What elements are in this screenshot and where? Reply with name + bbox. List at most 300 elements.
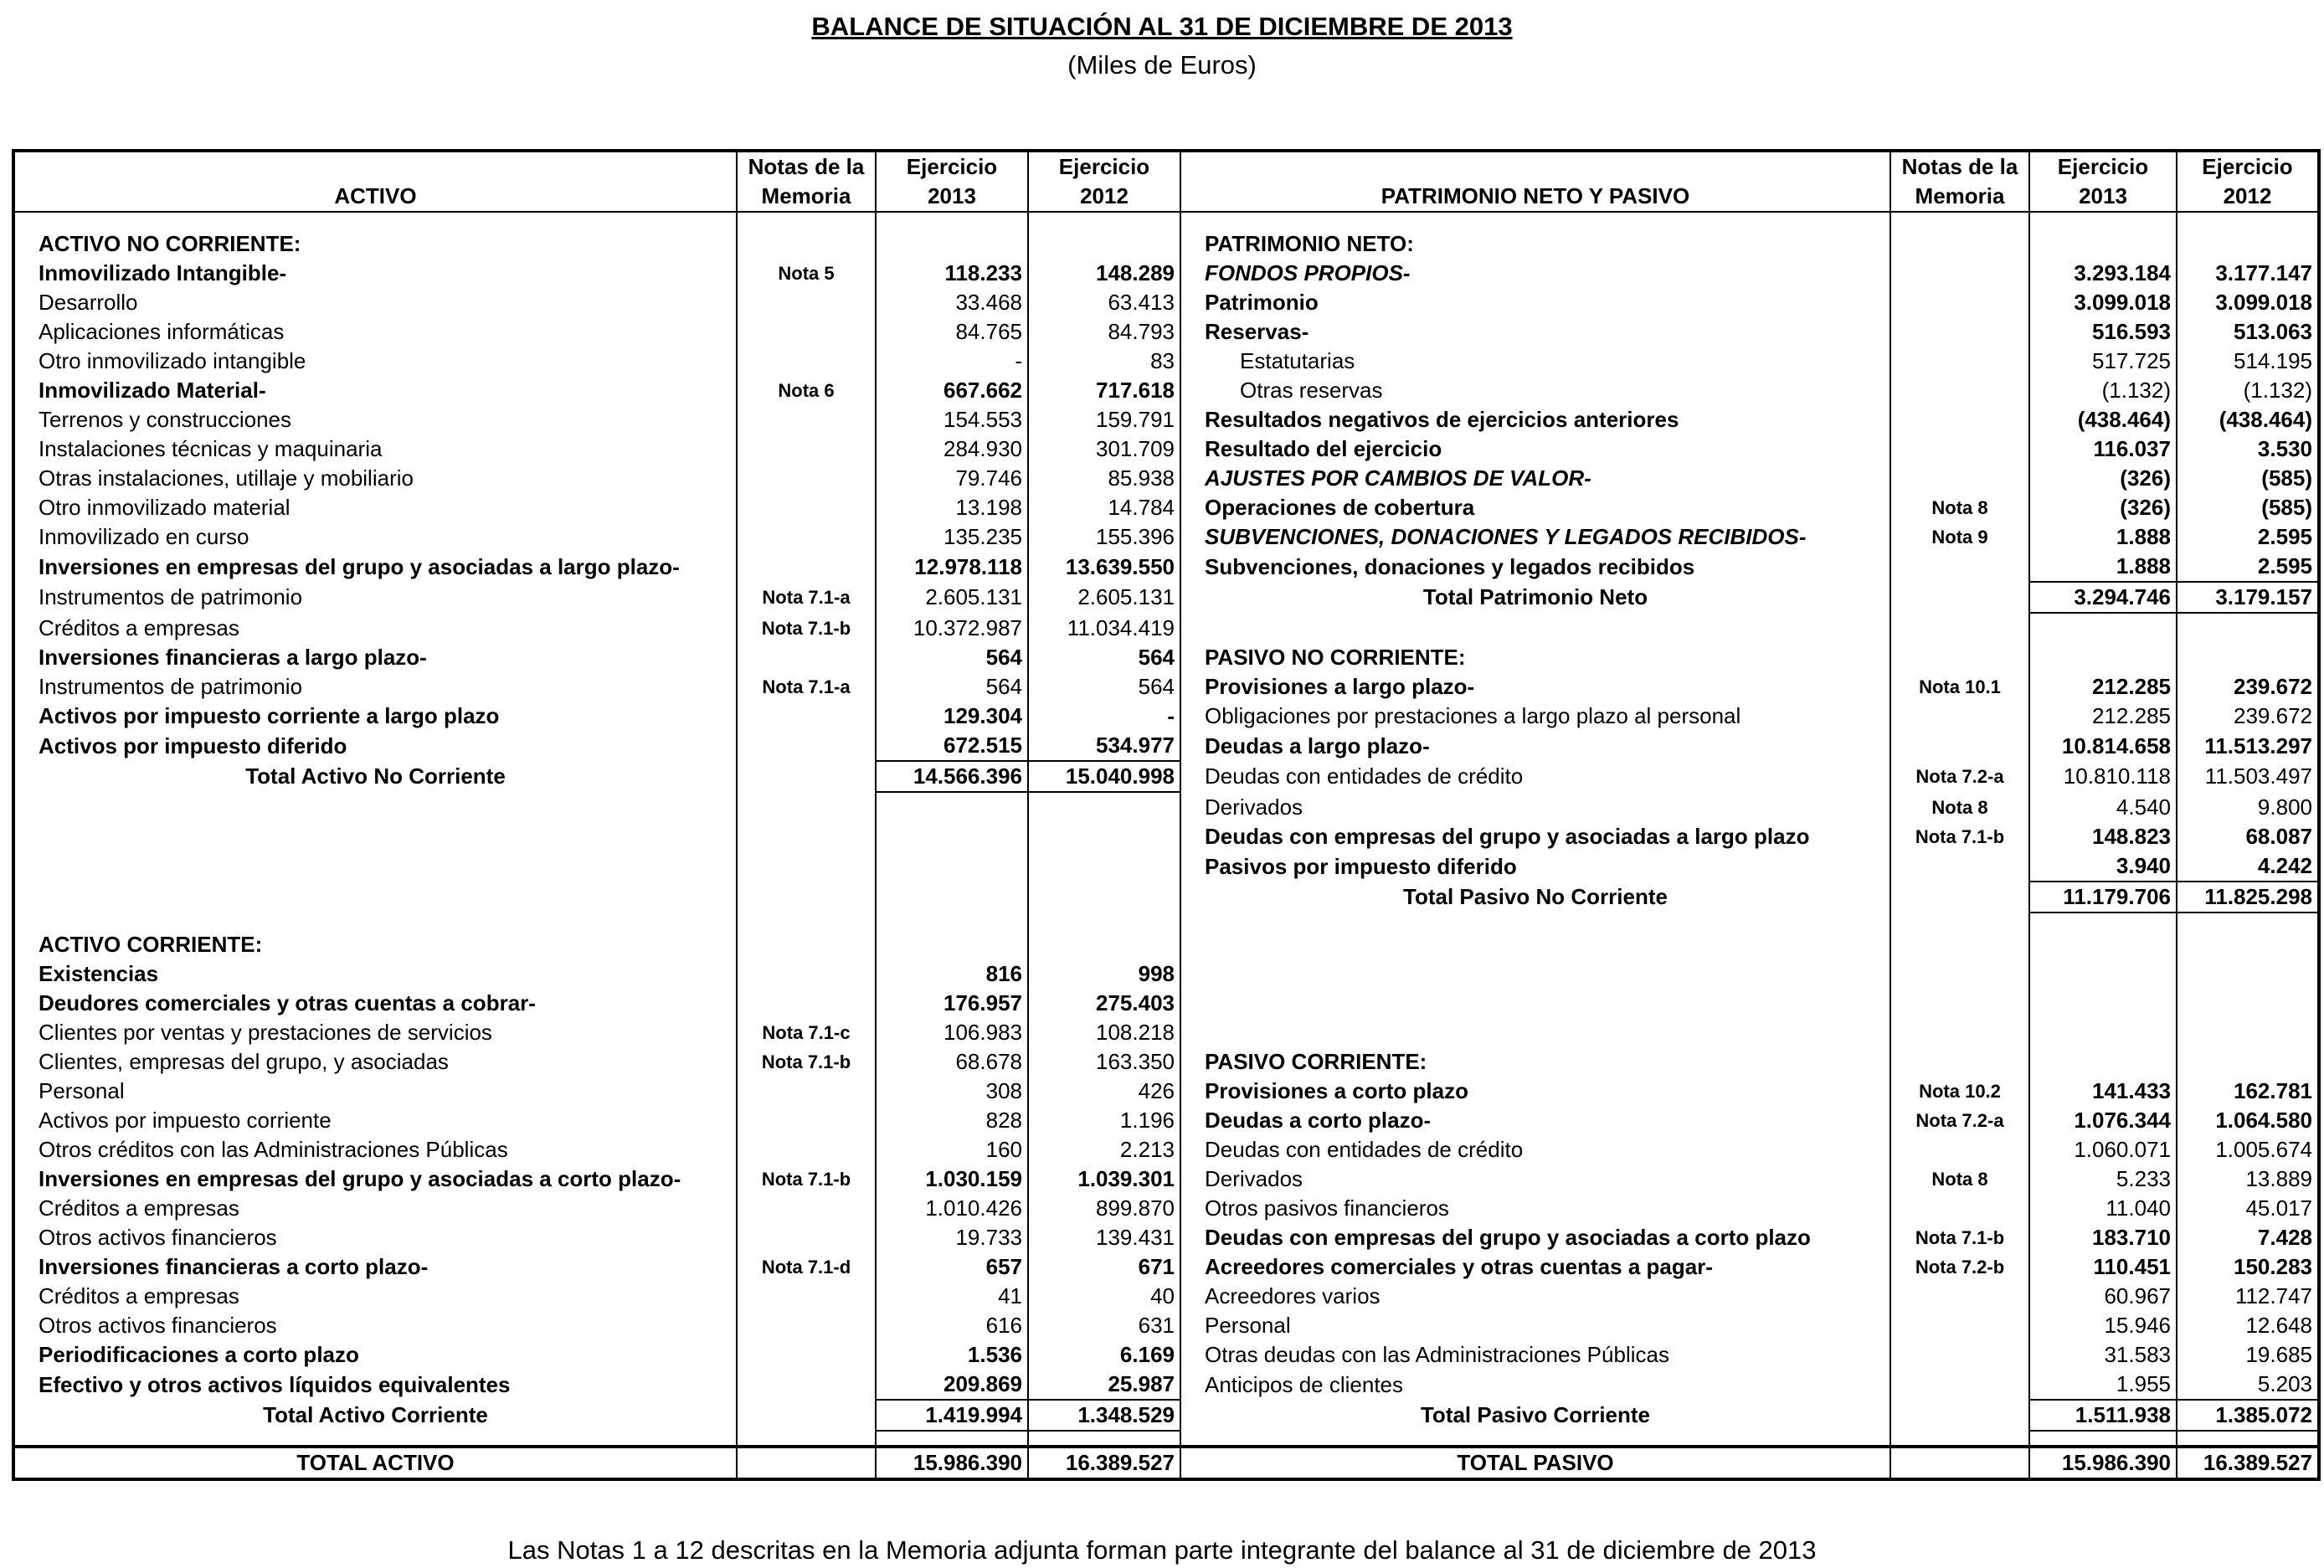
- activo-2013-value: [876, 930, 1028, 959]
- table-row: [13, 822, 2319, 851]
- pasivo-2012-value: 3.179.157: [2177, 582, 2319, 613]
- activo-note: [737, 913, 876, 930]
- activo-2012-value: [1028, 882, 1180, 913]
- pasivo-note: [1890, 1047, 2029, 1077]
- pasivo-2012-value: 239.672: [2177, 702, 2319, 731]
- pasivo-note: [1890, 464, 2029, 493]
- pasivo-label: Otras deudas con las Administraciones Públicas: [1180, 1340, 1890, 1370]
- pasivo-2013-value: [2029, 1047, 2177, 1077]
- pasivo-label: Deudas con empresas del grupo y asociadas a largo plazo: [1180, 822, 1890, 851]
- activo-2013-value: [876, 822, 1028, 851]
- pasivo-label: Resultados negativos de ejercicios anteriores: [1180, 405, 1890, 434]
- table-row: [13, 522, 2319, 552]
- pasivo-note: [1890, 1135, 2029, 1164]
- activo-2013-value: 10.372.987: [876, 613, 1028, 643]
- table-row: [13, 1077, 2319, 1106]
- pasivo-label: Otros pasivos financieros: [1180, 1194, 1890, 1223]
- activo-2012-value: 564: [1028, 672, 1180, 702]
- activo-label: Activos por impuesto corriente: [13, 1106, 737, 1135]
- pasivo-2012-value: 3.530: [2177, 434, 2319, 464]
- activo-2012-value: 155.396: [1028, 522, 1180, 552]
- activo-note: [737, 851, 876, 882]
- pasivo-2012-value: 239.672: [2177, 672, 2319, 702]
- pasivo-2012-value: 11.513.297: [2177, 731, 2319, 761]
- pasivo-note: [1890, 882, 2029, 913]
- table-row: [13, 405, 2319, 434]
- activo-label: Total Activo No Corriente: [13, 761, 737, 792]
- activo-2013-value: [876, 913, 1028, 930]
- pasivo-label: [1180, 613, 1890, 643]
- pasivo-note: [1890, 1400, 2029, 1431]
- pasivo-2013-value: 1.888: [2029, 522, 2177, 552]
- activo-2012-value: [1028, 792, 1180, 822]
- pasivo-label: AJUSTES POR CAMBIOS DE VALOR-: [1180, 464, 1890, 493]
- activo-2013-value: 1.010.426: [876, 1194, 1028, 1223]
- pasivo-2013-value: [2029, 229, 2177, 259]
- activo-note: Nota 7.1-d: [737, 1252, 876, 1282]
- pasivo-label: Reservas-: [1180, 317, 1890, 347]
- pasivo-label: FONDOS PROPIOS-: [1180, 259, 1890, 288]
- pasivo-2012-value: 513.063: [2177, 317, 2319, 347]
- pasivo-label: Deudas con entidades de crédito: [1180, 761, 1890, 792]
- pasivo-note: [1890, 1194, 2029, 1223]
- activo-label: Créditos a empresas: [13, 613, 737, 643]
- pasivo-2013-value: 110.451: [2029, 1252, 2177, 1282]
- activo-note: [737, 1340, 876, 1370]
- pasivo-2012-value: [2177, 989, 2319, 1018]
- activo-note: Nota 7.1-b: [737, 613, 876, 643]
- table-row: [13, 1400, 2319, 1431]
- pasivo-2012-value: [2177, 930, 2319, 959]
- activo-2013-value: 616: [876, 1311, 1028, 1340]
- pasivo-label: Provisiones a largo plazo-: [1180, 672, 1890, 702]
- activo-2013-value: 657: [876, 1252, 1028, 1282]
- pasivo-label: SUBVENCIONES, DONACIONES Y LEGADOS RECIBIDOS-: [1180, 522, 1890, 552]
- activo-note: [737, 882, 876, 913]
- activo-2013-value: 33.468: [876, 288, 1028, 317]
- pasivo-2013-value: [2029, 613, 2177, 643]
- table-row: [13, 672, 2319, 702]
- pasivo-label: Patrimonio: [1180, 288, 1890, 317]
- activo-header: ACTIVO: [13, 182, 737, 212]
- activo-2012-value: 63.413: [1028, 288, 1180, 317]
- pasivo-2013-value: (326): [2029, 464, 2177, 493]
- pasivo-2013-value: 3.099.018: [2029, 288, 2177, 317]
- activo-note: [737, 930, 876, 959]
- activo-2012-value: 159.791: [1028, 405, 1180, 434]
- total-activo-2012: 16.389.527: [1028, 1447, 1180, 1479]
- pasivo-label: PATRIMONIO NETO:: [1180, 229, 1890, 259]
- pasivo-2012-value: 4.242: [2177, 851, 2319, 882]
- activo-2012-value: 14.784: [1028, 493, 1180, 522]
- pasivo-2012-value: 68.087: [2177, 822, 2319, 851]
- ejercicio-header-pasivo-2013: Ejercicio: [2029, 151, 2177, 182]
- table-row: [13, 792, 2319, 822]
- activo-label: [13, 913, 737, 930]
- pasivo-2012-value: (1.132): [2177, 376, 2319, 405]
- notas-header-pasivo: Notas de la: [1890, 151, 2029, 182]
- activo-2012-value: 301.709: [1028, 434, 1180, 464]
- pasivo-label: Personal: [1180, 1311, 1890, 1340]
- activo-2013-value: 564: [876, 643, 1028, 672]
- pasivo-note: [1890, 1370, 2029, 1400]
- pasivo-2012-value: [2177, 643, 2319, 672]
- pasivo-note: [1890, 1340, 2029, 1370]
- activo-note: [737, 347, 876, 376]
- activo-note: [737, 229, 876, 259]
- activo-label: Otras instalaciones, utillaje y mobiliario: [13, 464, 737, 493]
- activo-label: ACTIVO NO CORRIENTE:: [13, 229, 737, 259]
- activo-2012-value: 83: [1028, 347, 1180, 376]
- pasivo-label: Derivados: [1180, 1164, 1890, 1194]
- activo-2012-value: [1028, 930, 1180, 959]
- pasivo-2012-value: 514.195: [2177, 347, 2319, 376]
- pasivo-header: PATRIMONIO NETO Y PASIVO: [1180, 182, 1890, 212]
- total-activo-2013: 15.986.390: [876, 1447, 1028, 1479]
- activo-label: Otros activos financieros: [13, 1223, 737, 1252]
- activo-2012-value: 40: [1028, 1282, 1180, 1311]
- totals-row: [13, 1447, 2319, 1479]
- table-row: [13, 464, 2319, 493]
- pasivo-note: [1890, 1282, 2029, 1311]
- pasivo-note: [1890, 317, 2029, 347]
- table-row: [13, 376, 2319, 405]
- activo-label: Créditos a empresas: [13, 1194, 737, 1223]
- activo-note: [737, 1077, 876, 1106]
- activo-label: Inmovilizado Material-: [13, 376, 737, 405]
- table-row: [13, 882, 2319, 913]
- pasivo-label: Estatutarias: [1180, 347, 1890, 376]
- activo-2013-value: [876, 792, 1028, 822]
- activo-note: [737, 731, 876, 761]
- pasivo-2012-value: 7.428: [2177, 1223, 2319, 1252]
- activo-label: Efectivo y otros activos líquidos equivalentes: [13, 1370, 737, 1400]
- activo-2013-value: 106.983: [876, 1018, 1028, 1047]
- activo-2013-value: 118.233: [876, 259, 1028, 288]
- activo-label: Desarrollo: [13, 288, 737, 317]
- pasivo-2012-value: 45.017: [2177, 1194, 2319, 1223]
- activo-label: Instalaciones técnicas y maquinaria: [13, 434, 737, 464]
- activo-2012-value: 534.977: [1028, 731, 1180, 761]
- pasivo-note: [1890, 930, 2029, 959]
- activo-2013-value: 154.553: [876, 405, 1028, 434]
- pasivo-2012-value: 2.595: [2177, 552, 2319, 582]
- activo-note: Nota 7.1-a: [737, 582, 876, 613]
- pasivo-2012-value: 11.503.497: [2177, 761, 2319, 792]
- activo-label: Inversiones financieras a largo plazo-: [13, 643, 737, 672]
- activo-2013-value: [876, 882, 1028, 913]
- ejercicio-header-activo-2013: Ejercicio: [876, 151, 1028, 182]
- pasivo-2012-value: (585): [2177, 493, 2319, 522]
- activo-note: [737, 434, 876, 464]
- activo-2013-value: 816: [876, 959, 1028, 989]
- pasivo-2013-value: 116.037: [2029, 434, 2177, 464]
- pasivo-2012-value: [2177, 1018, 2319, 1047]
- pasivo-label: PASIVO NO CORRIENTE:: [1180, 643, 1890, 672]
- activo-label: Otro inmovilizado intangible: [13, 347, 737, 376]
- pasivo-label: [1180, 1018, 1890, 1047]
- pasivo-label: Subvenciones, donaciones y legados recibidos: [1180, 552, 1890, 582]
- pasivo-note: Nota 10.1: [1890, 672, 2029, 702]
- pasivo-2013-value: 148.823: [2029, 822, 2177, 851]
- table-row: [13, 851, 2319, 882]
- activo-note: Nota 6: [737, 376, 876, 405]
- activo-label: Inmovilizado Intangible-: [13, 259, 737, 288]
- total-pasivo-2012: 16.389.527: [2177, 1447, 2319, 1479]
- pasivo-note: [1890, 552, 2029, 582]
- activo-label: Personal: [13, 1077, 737, 1106]
- pasivo-note: [1890, 643, 2029, 672]
- activo-2013-value: 19.733: [876, 1223, 1028, 1252]
- table-row: [13, 643, 2319, 672]
- pasivo-label: Total Patrimonio Neto: [1180, 582, 1890, 613]
- pasivo-label: Pasivos por impuesto diferido: [1180, 851, 1890, 882]
- activo-2013-value: 672.515: [876, 731, 1028, 761]
- pasivo-note: [1890, 259, 2029, 288]
- activo-label: Inversiones en empresas del grupo y asociadas a largo plazo-: [13, 552, 737, 582]
- activo-2013-value: 667.662: [876, 376, 1028, 405]
- activo-2013-value: 129.304: [876, 702, 1028, 731]
- table-row: [13, 731, 2319, 761]
- activo-2012-value: 11.034.419: [1028, 613, 1180, 643]
- activo-label: Inmovilizado en curso: [13, 522, 737, 552]
- pasivo-2012-value: [2177, 613, 2319, 643]
- pasivo-note: Nota 7.2-a: [1890, 761, 2029, 792]
- pasivo-note: [1890, 851, 2029, 882]
- activo-2013-value: [876, 851, 1028, 882]
- activo-2013-value: 1.030.159: [876, 1164, 1028, 1194]
- balance-table: [12, 149, 2321, 1481]
- activo-note: [737, 792, 876, 822]
- activo-2013-value: 68.678: [876, 1047, 1028, 1077]
- pasivo-label: Deudas con empresas del grupo y asociadas a corto plazo: [1180, 1223, 1890, 1252]
- table-row: [13, 1252, 2319, 1282]
- year-2013-header-pasivo: 2013: [2029, 182, 2177, 212]
- pasivo-note: Nota 9: [1890, 522, 2029, 552]
- pasivo-note: Nota 7.1-b: [1890, 822, 2029, 851]
- activo-2012-value: 1.348.529: [1028, 1400, 1180, 1431]
- activo-note: [737, 822, 876, 851]
- activo-2013-value: 308: [876, 1077, 1028, 1106]
- activo-2012-value: 426: [1028, 1077, 1180, 1106]
- pasivo-2013-value: 4.540: [2029, 792, 2177, 822]
- activo-label: Otro inmovilizado material: [13, 493, 737, 522]
- activo-label: Deudores comerciales y otras cuentas a cobrar-: [13, 989, 737, 1018]
- table-row: [13, 1106, 2319, 1135]
- pasivo-2012-value: 112.747: [2177, 1282, 2319, 1311]
- activo-2013-value: 41: [876, 1282, 1028, 1311]
- activo-2012-value: 2.213: [1028, 1135, 1180, 1164]
- pasivo-note: [1890, 288, 2029, 317]
- activo-2013-value: -: [876, 347, 1028, 376]
- pasivo-note: Nota 8: [1890, 1164, 2029, 1194]
- activo-2013-value: 176.957: [876, 989, 1028, 1018]
- activo-note: [737, 522, 876, 552]
- pasivo-2012-value: 13.889: [2177, 1164, 2319, 1194]
- pasivo-2013-value: 60.967: [2029, 1282, 2177, 1311]
- pasivo-2012-value: 1.385.072: [2177, 1400, 2319, 1431]
- pasivo-2012-value: [2177, 1047, 2319, 1077]
- pasivo-label: Acreedores varios: [1180, 1282, 1890, 1311]
- pasivo-note: [1890, 959, 2029, 989]
- year-2012-header-pasivo: 2012: [2177, 182, 2319, 212]
- pasivo-2013-value: 183.710: [2029, 1223, 2177, 1252]
- activo-2013-value: 12.978.118: [876, 552, 1028, 582]
- activo-2012-value: 899.870: [1028, 1194, 1180, 1223]
- activo-2013-value: 564: [876, 672, 1028, 702]
- activo-note: [737, 1370, 876, 1400]
- footer-note: Las Notas 1 a 12 descritas en la Memoria adjunta forman parte integrante del balance al 31 de diciembre de 2013: [507, 1535, 1817, 1565]
- pasivo-label: Provisiones a corto plazo: [1180, 1077, 1890, 1106]
- activo-2012-value: 6.169: [1028, 1340, 1180, 1370]
- pasivo-2013-value: 141.433: [2029, 1077, 2177, 1106]
- pasivo-2013-value: 3.294.746: [2029, 582, 2177, 613]
- pasivo-2013-value: 10.814.658: [2029, 731, 2177, 761]
- table-row: [13, 317, 2319, 347]
- activo-note: [737, 989, 876, 1018]
- activo-note: [737, 959, 876, 989]
- table-row: [13, 959, 2319, 989]
- pasivo-2012-value: 162.781: [2177, 1077, 2319, 1106]
- activo-note: [737, 1194, 876, 1223]
- activo-note: [737, 761, 876, 792]
- activo-2012-value: [1028, 822, 1180, 851]
- table-row: [13, 1311, 2319, 1340]
- pasivo-label: Deudas a largo plazo-: [1180, 731, 1890, 761]
- activo-2013-value: 1.419.994: [876, 1400, 1028, 1431]
- activo-label: Otros créditos con las Administraciones Públicas: [13, 1135, 737, 1164]
- pasivo-note: [1890, 582, 2029, 613]
- page-title: BALANCE DE SITUACIÓN AL 31 DE DICIEMBRE DE 2013: [811, 12, 1513, 41]
- activo-2012-value: 717.618: [1028, 376, 1180, 405]
- pasivo-note: [1890, 1311, 2029, 1340]
- pasivo-2013-value: 3.940: [2029, 851, 2177, 882]
- activo-label: Periodificaciones a corto plazo: [13, 1340, 737, 1370]
- activo-2012-value: [1028, 229, 1180, 259]
- memoria-header-pasivo: Memoria: [1890, 182, 2029, 212]
- table-row: [13, 259, 2319, 288]
- pasivo-2013-value: 212.285: [2029, 672, 2177, 702]
- activo-note: [737, 643, 876, 672]
- pasivo-2012-value: 3.099.018: [2177, 288, 2319, 317]
- activo-note: Nota 7.1-c: [737, 1018, 876, 1047]
- table-row: [13, 1164, 2319, 1194]
- table-row: [13, 1047, 2319, 1077]
- pasivo-note: Nota 10.2: [1890, 1077, 2029, 1106]
- pasivo-2013-value: [2029, 930, 2177, 959]
- pasivo-2013-value: 31.583: [2029, 1340, 2177, 1370]
- activo-label: Existencias: [13, 959, 737, 989]
- activo-label: Clientes por ventas y prestaciones de servicios: [13, 1018, 737, 1047]
- pasivo-label: Obligaciones por prestaciones a largo plazo al personal: [1180, 702, 1890, 731]
- pasivo-2013-value: 517.725: [2029, 347, 2177, 376]
- table-row: [13, 1194, 2319, 1223]
- table-row: [13, 930, 2319, 959]
- pasivo-2012-value: 1.064.580: [2177, 1106, 2319, 1135]
- table-row: [13, 1135, 2319, 1164]
- activo-note: Nota 5: [737, 259, 876, 288]
- activo-2013-value: 160: [876, 1135, 1028, 1164]
- pasivo-note: Nota 8: [1890, 792, 2029, 822]
- pasivo-2013-value: 1.511.938: [2029, 1400, 2177, 1431]
- activo-note: [737, 405, 876, 434]
- activo-2012-value: 139.431: [1028, 1223, 1180, 1252]
- pasivo-note: [1890, 613, 2029, 643]
- pasivo-note: [1890, 913, 2029, 930]
- activo-note: Nota 7.1-b: [737, 1164, 876, 1194]
- table-row: [13, 989, 2319, 1018]
- activo-note: [737, 1135, 876, 1164]
- activo-2012-value: -: [1028, 702, 1180, 731]
- activo-note: [737, 317, 876, 347]
- pasivo-2013-value: (326): [2029, 493, 2177, 522]
- activo-label: Instrumentos de patrimonio: [13, 672, 737, 702]
- pasivo-2013-value: [2029, 959, 2177, 989]
- activo-label: Otros activos financieros: [13, 1311, 737, 1340]
- activo-label: ACTIVO CORRIENTE:: [13, 930, 737, 959]
- table-row: [13, 702, 2319, 731]
- activo-2012-value: 564: [1028, 643, 1180, 672]
- activo-label: Activos por impuesto diferido: [13, 731, 737, 761]
- pasivo-label: Total Pasivo No Corriente: [1180, 882, 1890, 913]
- activo-label: Clientes, empresas del grupo, y asociadas: [13, 1047, 737, 1077]
- table-row: [13, 434, 2319, 464]
- pasivo-label: Resultado del ejercicio: [1180, 434, 1890, 464]
- pasivo-label: [1180, 989, 1890, 1018]
- pasivo-label: [1180, 959, 1890, 989]
- table-row: [13, 493, 2319, 522]
- activo-label: Inversiones en empresas del grupo y asociadas a corto plazo-: [13, 1164, 737, 1194]
- pasivo-2013-value: 1.060.071: [2029, 1135, 2177, 1164]
- ejercicio-header-pasivo-2012: Ejercicio: [2177, 151, 2319, 182]
- pasivo-2013-value: 212.285: [2029, 702, 2177, 731]
- activo-2012-value: 85.938: [1028, 464, 1180, 493]
- table-row: [13, 1340, 2319, 1370]
- pasivo-2013-value: 10.810.118: [2029, 761, 2177, 792]
- activo-note: [737, 552, 876, 582]
- activo-note: [737, 493, 876, 522]
- table-row: [13, 761, 2319, 792]
- pasivo-2013-value: [2029, 1018, 2177, 1047]
- activo-2012-value: [1028, 913, 1180, 930]
- pasivo-label: PASIVO CORRIENTE:: [1180, 1047, 1890, 1077]
- pasivo-2012-value: [2177, 229, 2319, 259]
- pasivo-2013-value: [2029, 913, 2177, 930]
- table-row: [13, 1018, 2319, 1047]
- activo-2012-value: 163.350: [1028, 1047, 1180, 1077]
- table-row: [13, 613, 2319, 643]
- pasivo-2013-value: 1.076.344: [2029, 1106, 2177, 1135]
- activo-note: [737, 1106, 876, 1135]
- activo-label: Aplicaciones informáticas: [13, 317, 737, 347]
- activo-label: Activos por impuesto corriente a largo plazo: [13, 702, 737, 731]
- pasivo-note: Nota 7.2-b: [1890, 1252, 2029, 1282]
- pasivo-2013-value: 11.040: [2029, 1194, 2177, 1223]
- pasivo-note: [1890, 229, 2029, 259]
- activo-2012-value: 671: [1028, 1252, 1180, 1282]
- memoria-header-activo: Memoria: [737, 182, 876, 212]
- notas-header-activo: Notas de la: [737, 151, 876, 182]
- activo-2013-value: 14.566.396: [876, 761, 1028, 792]
- activo-2013-value: 828: [876, 1106, 1028, 1135]
- pasivo-2012-value: 2.595: [2177, 522, 2319, 552]
- activo-2012-value: 631: [1028, 1311, 1180, 1340]
- activo-note: [737, 1223, 876, 1252]
- pasivo-label: Operaciones de cobertura: [1180, 493, 1890, 522]
- pasivo-note: Nota 8: [1890, 493, 2029, 522]
- pasivo-note: Nota 7.2-a: [1890, 1106, 2029, 1135]
- activo-label: [13, 851, 737, 882]
